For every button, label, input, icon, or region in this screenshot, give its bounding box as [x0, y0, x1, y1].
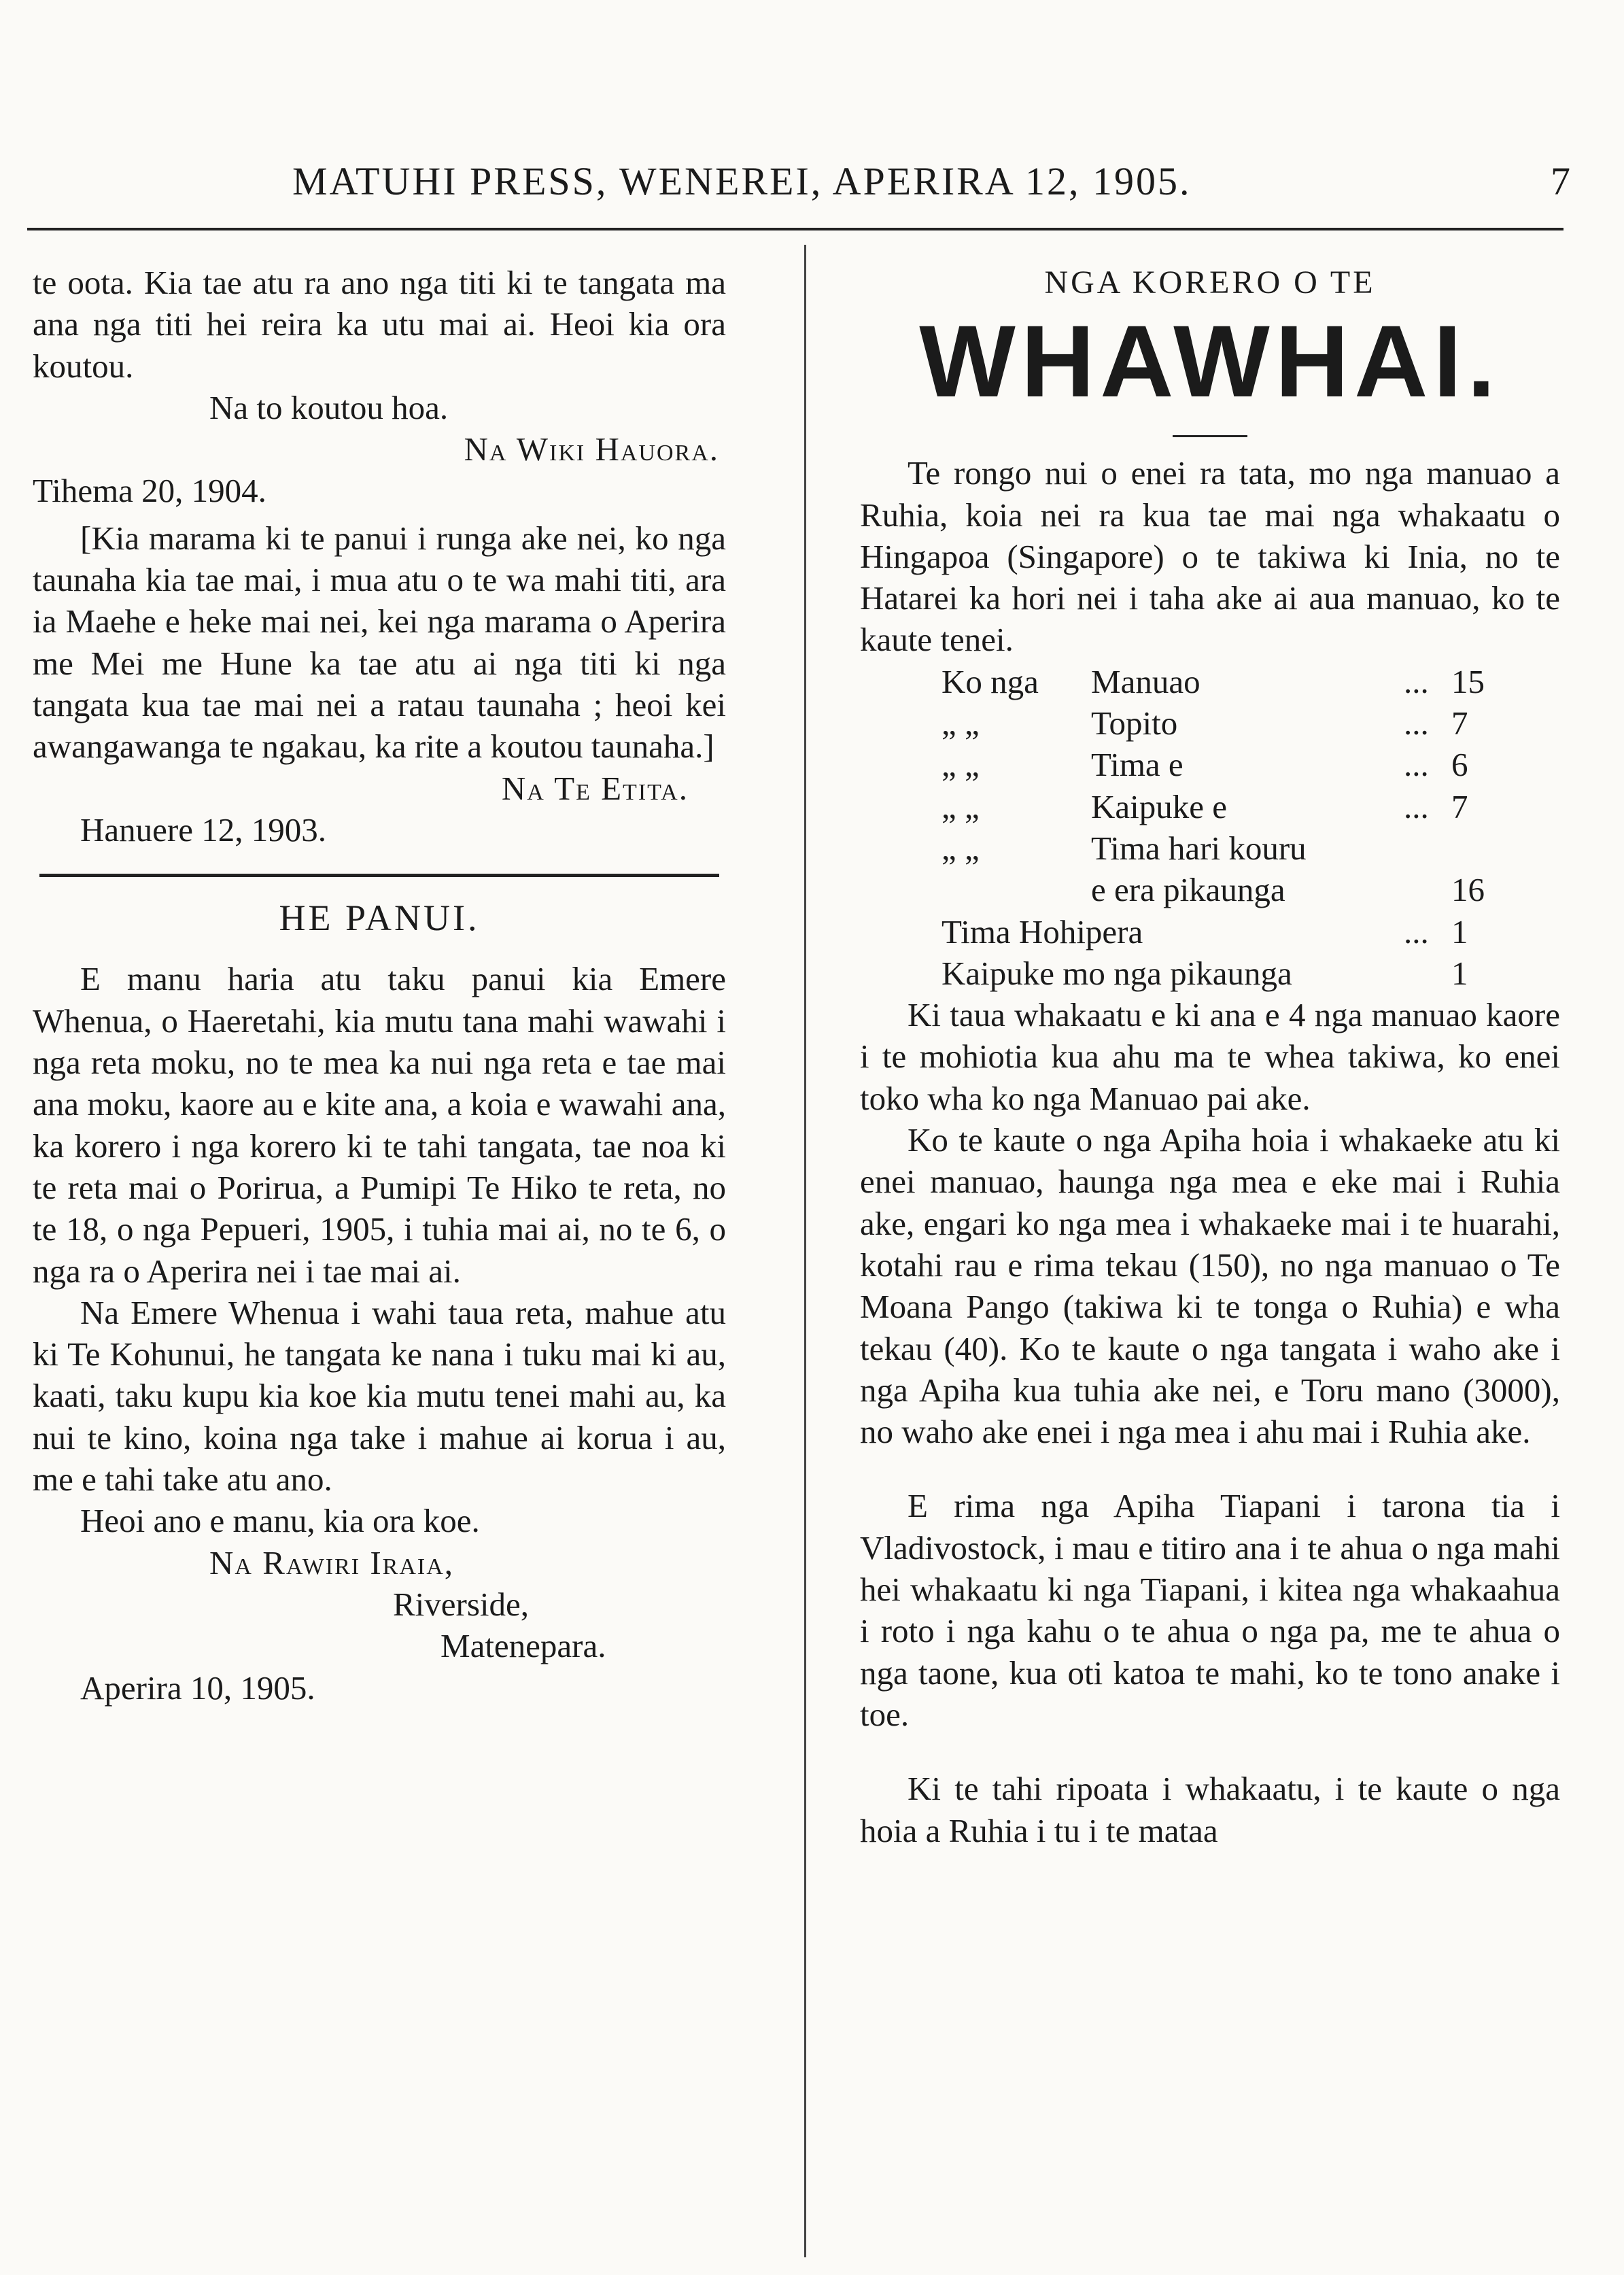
fleet-row — [941, 702, 1485, 744]
fleet-row — [941, 744, 1485, 785]
fleet-cell — [1451, 827, 1485, 869]
article-paragraph-1: Te rongo nui o enei ra tata, mo nga manuao a Ruhia, koia nei ra kua tae mai nga whakaatu o Hingapoa (Singapore) o te takiwa ki Inia, no te Hatarei ka hori nei i taha ake ai aua manuao, ko te kaute tenei. — [860, 454, 1560, 659]
paragraph-gap — [860, 1735, 1560, 1768]
fleet-cell: Ko nga — [941, 662, 1039, 700]
letter-closing: Na to koutou hoa. — [209, 388, 449, 426]
fleet-cell: „ „ — [941, 746, 980, 784]
article-paragraph-5: Ki te tahi ripoata i whakaatu, i te kaute o nga hoia a Ruhia i tu i te mataa — [860, 1770, 1560, 1849]
right-column — [860, 262, 1560, 1851]
fleet-cell: 15 — [1451, 662, 1485, 700]
fleet-cell: Tima Hohipera — [941, 912, 1143, 951]
fleet-cell: 6 — [1451, 746, 1468, 784]
fleet-cell — [941, 869, 1091, 910]
page-header — [27, 146, 1597, 207]
fleet-cell: Kaipuke mo nga pikaunga — [941, 954, 1292, 992]
fleet-cell: Kaipuke e — [1091, 787, 1227, 825]
letter-signature: Na Wiki Hauora. — [464, 430, 719, 468]
fleet-cell: ... — [1404, 746, 1429, 784]
panui-heading: HE PANUI. — [279, 897, 480, 939]
fleet-row — [941, 786, 1485, 827]
fleet-cell: 1 — [1451, 912, 1468, 951]
left-column — [33, 262, 726, 1709]
fleet-cell: Manuao — [1091, 662, 1200, 700]
fleet-cell: ... — [1404, 662, 1429, 700]
fleet-cell — [1404, 953, 1451, 994]
article-paragraph-4: E rima nga Apiha Tiapani i tarona tia i Vladivostock, i mau e titiro ana i te ahua o nga mahi hei whakaatu ki nga Tiapani, i kitea nga whakaahua i roto i nga kahu o te ahua o nga pa, me te ahua o nga taone, kua oti katoa te mahi, ko te tono anake i toe. — [860, 1487, 1560, 1733]
section-rule — [39, 874, 719, 877]
panui-place-1: Riverside, — [393, 1585, 530, 1623]
panui-paragraph-1: E manu haria atu taku panui kia Emere Whenua, o Haeretahi, kia mutu tana mahi wawahi i nga reta moku, no te mea ka nui nga reta e tae mai ana moku, kaore au e kite ana, a koia e wawahi ana, ka korero i nga korero ki te tahi tangata, tae noa ki te reta mai o Porirua, a Pumipi Te Hiko te reta, no te 18, o nga Pepueri, 1905, i tuhia mai ai, no te 6, o nga ra o Aperira nei i tae mai ai. — [33, 960, 726, 1290]
headline-rule — [1173, 435, 1247, 437]
fleet-row — [941, 953, 1485, 994]
fleet-cell: Tima hari kouru — [1091, 829, 1307, 867]
article-paragraph-2: Ki taua whakaatu e ki ana e 4 nga manuao kaore i te mohiotia kua ahu ma te whea takiwa, ko enei toko wha ko nga Manuao pai ake. — [860, 996, 1560, 1117]
fleet-row — [941, 869, 1485, 910]
fleet-cell — [1404, 869, 1451, 910]
editor-date: Hanuere 12, 1903. — [80, 810, 326, 849]
fleet-cell: e era pikaunga — [1091, 871, 1285, 909]
article-headline: WHAWHAI. — [919, 304, 1501, 419]
panui-paragraph-2: Na Emere Whenua i wahi taua reta, mahue atu ki Te Kohunui, he tangata ke nana i tuku mai ki au, kaati, taku kupu kia koe kia mutu tenei mahi au, ka nui te kino, koina nga take i mahue ai korua i au, me e tahi take atu ano. — [33, 1293, 726, 1499]
panui-place-2: Matenepara. — [440, 1627, 606, 1665]
fleet-cell — [1404, 827, 1451, 869]
fleet-cell: ... — [1404, 787, 1429, 825]
fleet-cell: Topito — [1091, 704, 1178, 742]
editor-signature: Na Te Etita. — [501, 769, 689, 807]
fleet-cell: „ „ — [941, 704, 980, 742]
fleet-cell: Tima e — [1091, 746, 1184, 784]
panui-paragraph-3: Heoi ano e manu, kia ora koe. — [80, 1502, 480, 1540]
letter-date: Tihema 20, 1904. — [33, 472, 266, 510]
fleet-cell: 1 — [1451, 954, 1468, 992]
fleet-row — [941, 827, 1485, 869]
article-paragraph-3: Ko te kaute o nga Apiha hoia i whakaeke atu ki enei manuao, haunga nga mea e eke mai i Ruhia ake, engari ko nga mea i whakaeke mai i te huarahi, kotahi rau e rima tekau (150), no nga manuao o Te Moana Pango (takiwa ki te tonga o Ruhia) e wha tekau (40). Ko te kaute o nga tangata i waho ake i nga Apiha kua tuhia ake nei, e Toru mano (3000), no waho ake enei i nga mea i ahu mai i Ruhia ake. — [860, 1121, 1560, 1451]
fleet-cell: 7 — [1451, 787, 1468, 825]
header-rule — [27, 228, 1563, 230]
fleet-row — [941, 911, 1485, 953]
fleet-cell: „ „ — [941, 829, 980, 867]
paragraph-gap — [860, 1452, 1560, 1485]
page-number: 7 — [1551, 159, 1570, 203]
panui-date: Aperira 10, 1905. — [80, 1669, 315, 1707]
fleet-cell: ... — [1404, 912, 1429, 951]
running-title: MATUHI PRESS, WENEREI, APERIRA 12, 1905. — [292, 159, 1192, 203]
fleet-table — [941, 661, 1485, 994]
article-kicker: NGA KORERO O TE — [1044, 264, 1376, 301]
fleet-cell: 7 — [1451, 704, 1468, 742]
fleet-cell: ... — [1404, 704, 1429, 742]
fleet-cell: 16 — [1451, 871, 1485, 909]
fleet-cell: „ „ — [941, 787, 980, 825]
fleet-row — [941, 661, 1485, 702]
panui-signature: Na Rawiri Iraia, — [209, 1543, 455, 1581]
column-divider — [804, 245, 806, 2257]
letter-continuation: te oota. Kia tae atu ra ano nga titi ki te tangata ma ana nga titi hei reira ka utu mai ai. Heoi kia ora koutou. — [33, 264, 726, 385]
editor-note: [Kia marama ki te panui i runga ake nei, ko nga taunaha kia tae mai, i mua atu o te wa mahi titi, ara ia Maehe e heke mai nei, kei nga marama o Aperira me Mei me Hune ka tae atu ai nga titi ki nga tangata kua tae mai nei a ratau taunaha ; heoi kei awangawanga te ngakau, ka rite a koutou taunaha.] — [33, 519, 726, 766]
